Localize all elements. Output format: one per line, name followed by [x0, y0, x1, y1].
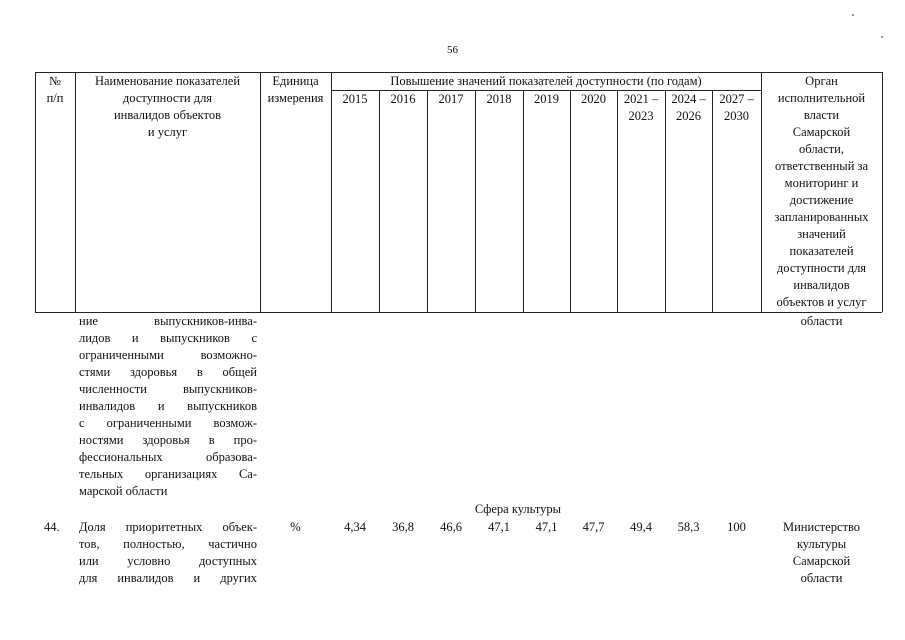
value-2027-2030: 100	[727, 520, 746, 534]
header-group-title: Повышение значений показателей доступности (по годам)	[390, 74, 702, 88]
col-border	[331, 72, 332, 312]
col-border	[379, 90, 380, 312]
value-2018: 47,1	[488, 520, 510, 534]
header-year-2027-2030: 2027 – 2030	[719, 92, 754, 123]
row-organ: Министерство культуры Самарской области	[782, 520, 861, 585]
row-indicator-name: Доля приоритетных объек- тов, полностью, частично или условно доступных для инвалидов и других	[79, 520, 257, 585]
value-2021-2023: 49,4	[630, 520, 652, 534]
continuation-text: ние выпускников-инва- лидов и выпускников с ограниченными возможно- стями здоровья в общей численности выпускников- инвалидов и выпускников с ограниченными возмож- ностями здоровья в про- фессиональных образова- тельных организациях Са- марской области	[79, 314, 257, 498]
header-year-2019: 2019	[534, 92, 559, 106]
header-year-2016: 2016	[390, 92, 416, 106]
col-border	[35, 72, 36, 312]
header-organ-col: Орган исполнительной власти Самарской области, ответственный за мониторинг и достижение запланированных значений показателей доступности для инвалидов объектов и услуг	[774, 74, 869, 309]
section-title: Сфера культуры	[474, 502, 562, 516]
header-year-2018: 2018	[486, 92, 512, 106]
value-2016: 36,8	[392, 520, 414, 534]
continuation-organ: области	[800, 314, 843, 328]
scan-speck	[852, 14, 854, 16]
header-year-2015: 2015	[342, 92, 368, 106]
value-2019: 47,1	[535, 520, 558, 534]
value-2024-2026: 58,3	[677, 520, 700, 534]
value-2017: 46,6	[440, 520, 462, 534]
col-border	[260, 72, 261, 312]
header-year-2021-2023: 2021 – 2023	[623, 92, 659, 123]
row-number: 44.	[44, 520, 60, 534]
row-unit: %	[290, 520, 301, 534]
col-border	[427, 90, 428, 312]
header-num-col: № п/п	[46, 74, 64, 105]
header-name-col: Наименование показателей доступности для инвалидов объектов и услуг	[94, 74, 241, 139]
page-number: 56	[447, 44, 458, 56]
value-2015: 4,34	[344, 520, 366, 534]
scan-speck	[881, 36, 883, 38]
col-border	[523, 90, 524, 312]
header-unit-col: Единица измерения	[267, 74, 324, 105]
col-border	[570, 90, 571, 312]
col-border	[475, 90, 476, 312]
header-year-2024-2026: 2024 – 2026	[671, 92, 706, 123]
col-border	[882, 72, 883, 312]
header-year-2017: 2017	[438, 92, 464, 106]
value-2020: 47,7	[582, 520, 605, 534]
header-year-2020: 2020	[581, 92, 606, 106]
